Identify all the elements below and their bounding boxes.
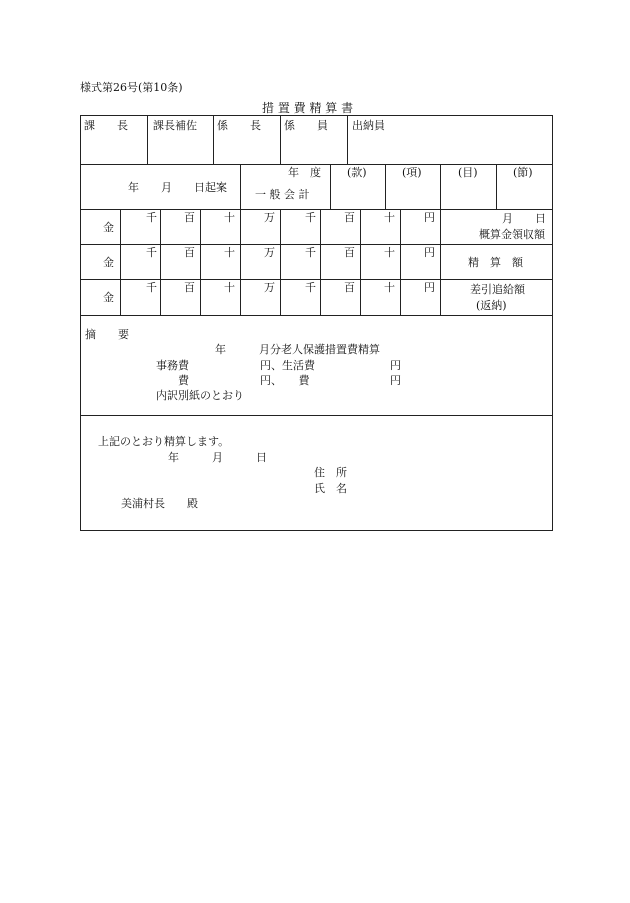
draft-date-label: 年 月 日起案 [128,181,227,194]
settlement-amount-label: 精 算 額 [468,256,523,269]
digit-label: 万 [264,211,275,224]
digit-label: 千 [146,211,157,224]
approval-kakaricho-label: 係 長 [217,119,261,132]
digit-label: 百 [184,246,195,259]
digit-label: 千 [305,281,316,294]
summary-hi-2: 円、 費 [260,374,310,387]
kin-label: 金 [103,291,114,304]
declaration-date: 年 月 日 [168,451,267,464]
digit-label: 十 [224,246,235,259]
summary-seikatsuhi: 円、生活費 [260,359,315,372]
form-number: 様式第26号(第10条) [80,81,183,94]
fiscal-year-label: 年 度 [288,166,321,179]
approval-suitoin-label: 出納員 [352,119,385,132]
approval-kakariin-label: 係 員 [284,119,328,132]
kan-label: (款) [347,166,367,179]
addressee-label: 美浦村長 殿 [121,497,198,510]
digit-label: 百 [344,281,355,294]
address-label: 住 所 [314,466,347,479]
additional-payment-label: 差引追給額 [470,283,525,296]
declaration-text: 上記のとおり精算します。 [98,435,230,448]
digit-label: 十 [384,281,395,294]
kin-label: 金 [103,256,114,269]
digit-label: 千 [146,281,157,294]
digit-label: 円 [424,211,435,224]
digit-label: 円 [424,281,435,294]
receipt-date-label: 月 日 [502,212,546,225]
digit-label: 百 [184,281,195,294]
digit-label: 十 [224,281,235,294]
digit-label: 円 [424,246,435,259]
kin-label: 金 [103,221,114,234]
ko-label: (項) [402,166,422,179]
summary-yen: 円 [390,374,401,387]
digit-label: 十 [384,246,395,259]
digit-label: 百 [184,211,195,224]
moku-label: (目) [458,166,478,179]
digit-label: 万 [264,246,275,259]
name-label: 氏 名 [314,482,347,495]
approval-kacho-hosa-label: 課長補佐 [153,119,197,132]
digit-label: 千 [146,246,157,259]
setsu-label: (節) [513,166,533,179]
digit-label: 千 [305,246,316,259]
digit-label: 百 [344,211,355,224]
digit-label: 千 [305,211,316,224]
summary-yen: 円 [390,359,401,372]
summary-jimuhi: 事務費 [156,359,189,372]
estimated-receipt-label: 概算金領収額 [479,228,545,241]
refund-label: (返納) [476,299,507,312]
digit-label: 十 [224,211,235,224]
form-title: 措 置 費 精 算 書 [262,101,354,115]
summary-hi: 費 [178,374,189,387]
digit-label: 万 [264,281,275,294]
summary-line: 年 月分老人保護措置費精算 [215,343,380,356]
summary-heading: 摘 要 [85,328,129,341]
summary-breakdown-note: 内訳別紙のとおり [156,389,244,402]
digit-label: 百 [344,246,355,259]
general-account-label: 一 般 会 計 [255,188,310,201]
digit-label: 十 [384,211,395,224]
approval-kacho-label: 課 長 [84,119,128,132]
